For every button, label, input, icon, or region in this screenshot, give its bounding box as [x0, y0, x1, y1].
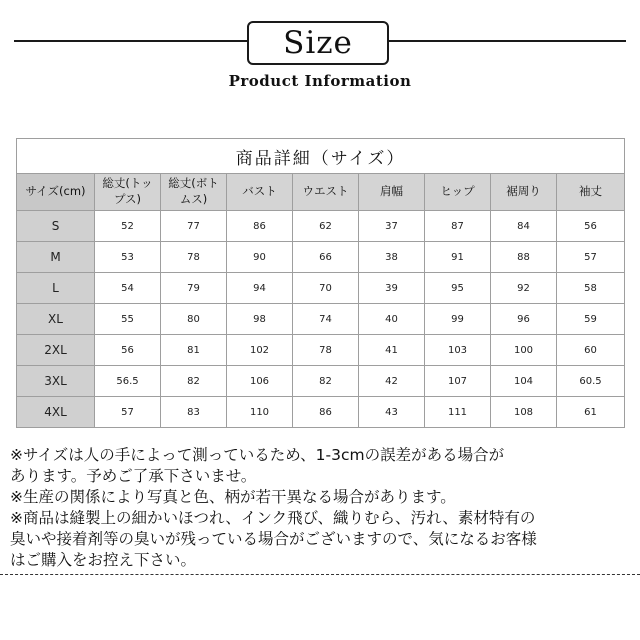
notes	[10, 445, 634, 571]
column-header-label: ウエスト	[302, 184, 349, 199]
measurement-cell: 41	[359, 335, 425, 366]
measurement-cell: 59	[557, 304, 625, 335]
measurement-cell: 86	[293, 397, 359, 428]
note-line: あります。予めご了承下さいませ。	[10, 467, 257, 485]
note-line: ※商品は縫製上の細かいほつれ、インク飛び、織りむら、汚れ、素材特有の	[10, 509, 536, 527]
size-label-cell: S	[17, 211, 95, 242]
note-line: 臭いや接着剤等の臭いが残っている場合がございますので、気になるお客様	[10, 530, 537, 548]
measurement-cell: 56.5	[95, 366, 161, 397]
measurement-cell: 56	[95, 335, 161, 366]
column-header	[227, 174, 293, 211]
measurement-cell: 40	[359, 304, 425, 335]
measurement-cell: 43	[359, 397, 425, 428]
column-header	[491, 174, 557, 211]
measurement-cell: 60.5	[557, 366, 625, 397]
note-line: ※サイズは人の手によって測っているため、1-3cmの誤差がある場合が	[10, 446, 505, 464]
column-header-label: バスト	[242, 184, 277, 199]
column-header-label: 総丈(トッ	[102, 176, 153, 191]
size-label-cell: M	[17, 242, 95, 273]
measurement-cell: 84	[491, 211, 557, 242]
dashed-divider	[0, 574, 640, 575]
measurement-cell: 96	[491, 304, 557, 335]
table-row	[17, 304, 625, 335]
measurement-cell: 103	[425, 335, 491, 366]
measurement-cell: 107	[425, 366, 491, 397]
column-header-label: サイズ(cm)	[25, 184, 86, 199]
column-header-label: ムス)	[179, 192, 208, 206]
page-subtitle: Product Information	[228, 72, 412, 90]
measurement-cell: 87	[425, 211, 491, 242]
measurement-cell: 74	[293, 304, 359, 335]
column-header-label: プス)	[113, 192, 142, 206]
column-header	[425, 174, 491, 211]
measurement-cell: 91	[425, 242, 491, 273]
table-title-row	[17, 139, 625, 174]
column-header	[293, 174, 359, 211]
measurement-cell: 78	[161, 242, 227, 273]
column-header-label: 袖丈	[579, 184, 603, 199]
size-label-cell: 4XL	[17, 397, 95, 428]
size-label-cell: 2XL	[17, 335, 95, 366]
measurement-cell: 110	[227, 397, 293, 428]
table-row	[17, 366, 625, 397]
measurement-cell: 86	[227, 211, 293, 242]
size-label-cell: L	[17, 273, 95, 304]
measurement-cell: 99	[425, 304, 491, 335]
measurement-cell: 98	[227, 304, 293, 335]
measurement-cell: 62	[293, 211, 359, 242]
measurement-cell: 38	[359, 242, 425, 273]
measurement-cell: 79	[161, 273, 227, 304]
table-row	[17, 273, 625, 304]
column-header	[161, 174, 227, 211]
measurement-cell: 57	[95, 397, 161, 428]
measurement-cell: 95	[425, 273, 491, 304]
measurement-cell: 82	[161, 366, 227, 397]
measurement-cell: 104	[491, 366, 557, 397]
measurement-cell: 42	[359, 366, 425, 397]
table-header-row	[17, 174, 625, 211]
measurement-cell: 78	[293, 335, 359, 366]
table-row	[17, 242, 625, 273]
column-header	[95, 174, 161, 211]
measurement-cell: 60	[557, 335, 625, 366]
measurement-cell: 52	[95, 211, 161, 242]
measurement-cell: 106	[227, 366, 293, 397]
measurement-cell: 92	[491, 273, 557, 304]
measurement-cell: 66	[293, 242, 359, 273]
note-line: はご購入をお控え下さい。	[10, 551, 197, 569]
column-header-label: ヒップ	[440, 184, 475, 199]
column-header-label: 総丈(ボト	[168, 176, 219, 191]
measurement-cell: 56	[557, 211, 625, 242]
measurement-cell: 61	[557, 397, 625, 428]
measurement-cell: 70	[293, 273, 359, 304]
measurement-cell: 108	[491, 397, 557, 428]
column-header-label: 裾周り	[506, 184, 541, 199]
column-header-label: 肩幅	[380, 184, 403, 199]
measurement-cell: 53	[95, 242, 161, 273]
measurement-cell: 57	[557, 242, 625, 273]
page-title: Size	[247, 21, 389, 65]
measurement-cell: 55	[95, 304, 161, 335]
measurement-cell: 111	[425, 397, 491, 428]
measurement-cell: 82	[293, 366, 359, 397]
measurement-cell: 81	[161, 335, 227, 366]
table-title: 商品詳細（サイズ）	[17, 139, 625, 174]
size-label-cell: 3XL	[17, 366, 95, 397]
header-rule-right	[388, 40, 626, 42]
size-table	[16, 138, 625, 428]
measurement-cell: 37	[359, 211, 425, 242]
measurement-cell: 83	[161, 397, 227, 428]
table-row	[17, 211, 625, 242]
column-header	[17, 174, 95, 211]
column-header	[359, 174, 425, 211]
measurement-cell: 54	[95, 273, 161, 304]
size-label-cell: XL	[17, 304, 95, 335]
note-line: ※生産の関係により写真と色、柄が若干異なる場合があります。	[10, 488, 456, 506]
measurement-cell: 90	[227, 242, 293, 273]
measurement-cell: 77	[161, 211, 227, 242]
measurement-cell: 58	[557, 273, 625, 304]
table-row	[17, 335, 625, 366]
table-row	[17, 397, 625, 428]
measurement-cell: 39	[359, 273, 425, 304]
measurement-cell: 100	[491, 335, 557, 366]
measurement-cell: 88	[491, 242, 557, 273]
header-rule-left	[14, 40, 250, 42]
measurement-cell: 80	[161, 304, 227, 335]
column-header	[557, 174, 625, 211]
measurement-cell: 94	[227, 273, 293, 304]
measurement-cell: 102	[227, 335, 293, 366]
